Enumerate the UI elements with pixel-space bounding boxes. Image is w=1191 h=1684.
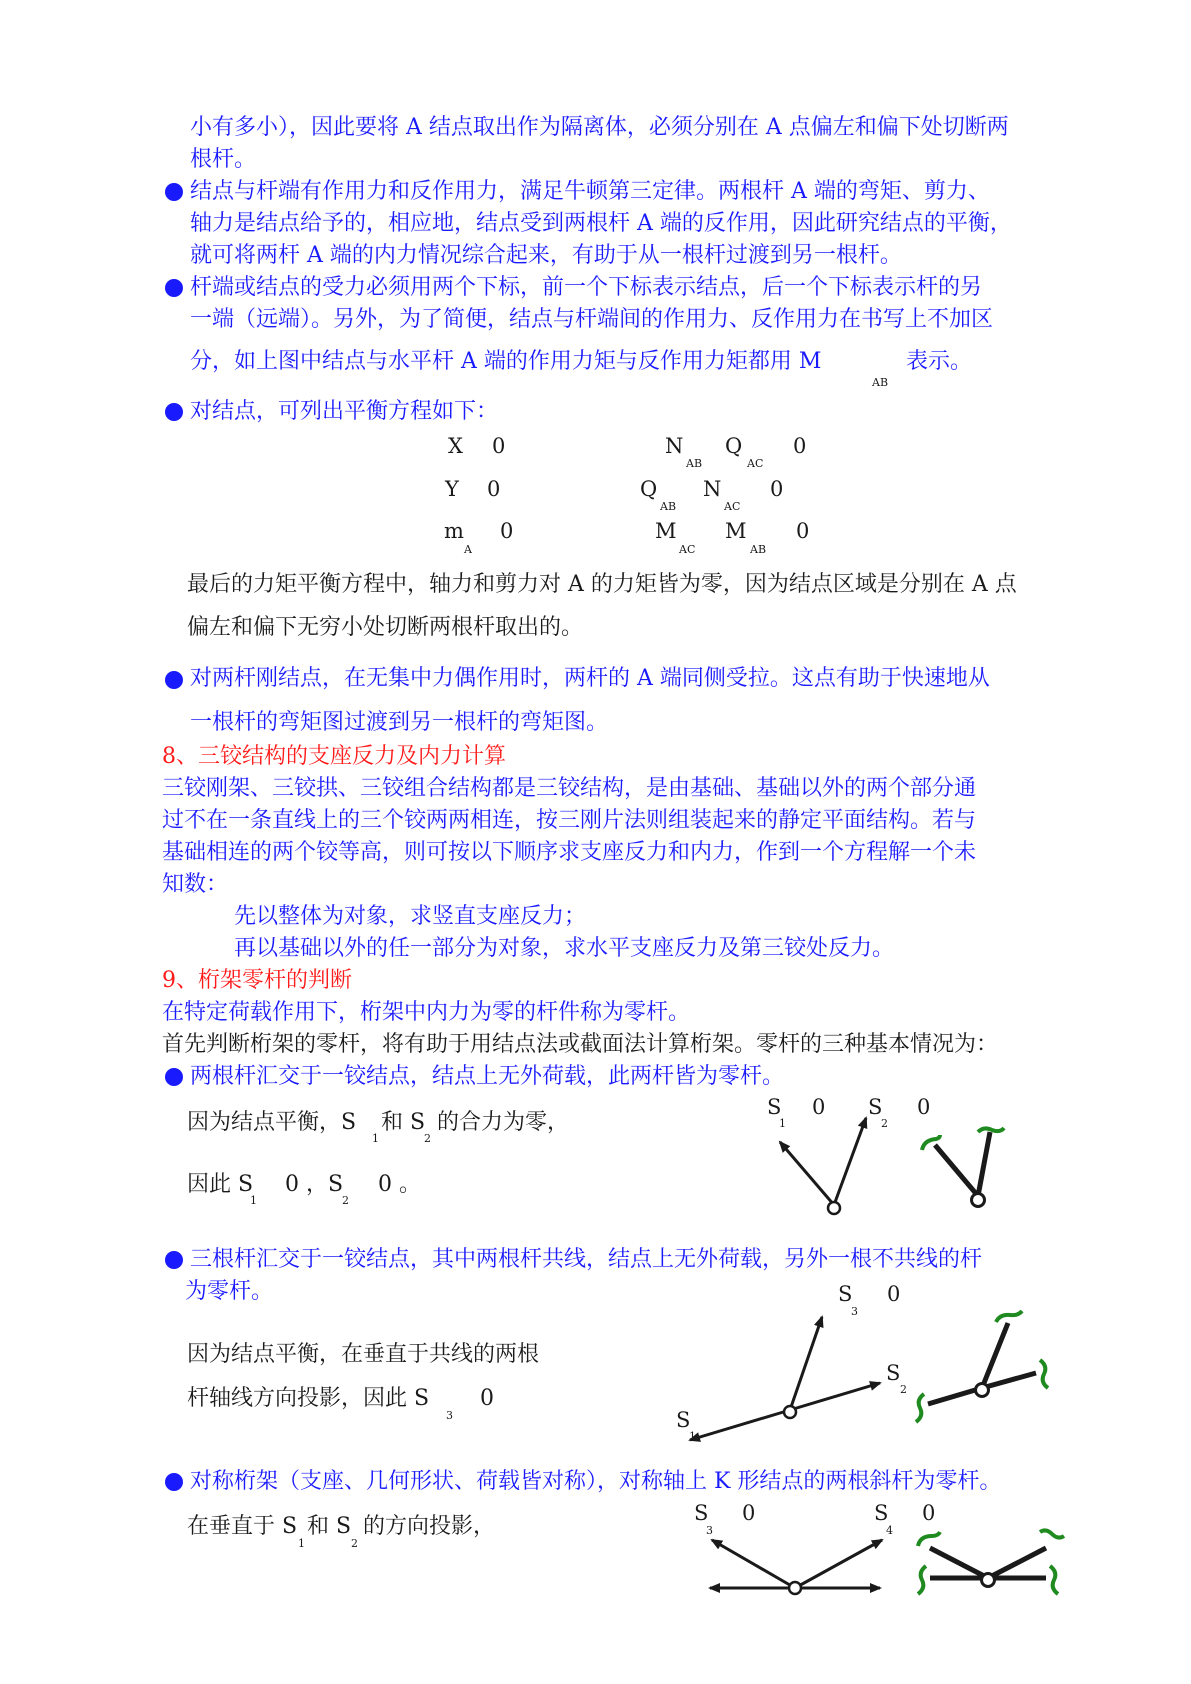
text-line: 根杆。 xyxy=(190,147,257,172)
subscript: AC xyxy=(747,457,764,470)
eq-symbol: N xyxy=(703,477,722,501)
eq-symbol: Y xyxy=(445,477,459,501)
eq-symbol: N xyxy=(665,434,684,458)
force-label: S xyxy=(838,1282,853,1306)
subscript: AB xyxy=(872,376,889,389)
text-line: 对结点，可列出平衡方程如下： xyxy=(190,399,499,424)
text-line: 的方向投影， xyxy=(363,1514,496,1539)
eq-symbol: Q xyxy=(725,434,743,458)
text-line: 分，如上图中结点与水平杆 A 端的作用力矩与反作用力矩都用 M xyxy=(190,349,822,374)
text-line: 和 S xyxy=(381,1110,426,1135)
text-line: 杆轴线方向投影，因此 S xyxy=(187,1386,430,1411)
force-value: 0 xyxy=(887,1282,901,1306)
subscript: 2 xyxy=(900,1383,907,1396)
subscript: 1 xyxy=(779,1117,786,1130)
eq-value: 0 xyxy=(796,519,810,543)
subscript: 3 xyxy=(706,1524,713,1537)
subscript: 2 xyxy=(351,1537,358,1550)
force-label: S xyxy=(868,1095,883,1119)
eq-value: 0 xyxy=(500,519,514,543)
text-line: 轴力是结点给予的，相应地，结点受到两根杆 A 端的反作用，因此研究结点的平衡， xyxy=(190,211,1012,236)
text-line: 因为结点平衡，在垂直于共线的两根 xyxy=(187,1342,540,1367)
text-line: 为零杆。 xyxy=(185,1279,274,1304)
text-line: 小有多小），因此要将 A 结点取出作为隔离体，必须分别在 A 点偏左和偏下处切断两 xyxy=(190,115,1009,140)
eq-symbol: X xyxy=(448,434,463,458)
subscript: 1 xyxy=(689,1430,696,1443)
text-line: 因此 S xyxy=(187,1172,254,1197)
text-line: 在特定荷载作用下，桁架中内力为零的杆件称为零杆。 xyxy=(162,1000,691,1025)
eq-value: 0 xyxy=(793,434,807,458)
text-line: 偏左和偏下无穷小处切断两根杆取出的。 xyxy=(187,615,584,640)
text-line: 的合力为零， xyxy=(437,1110,570,1135)
text-line: 对两杆刚结点，在无集中力偶作用时，两杆的 A 端同侧受拉。这点有助于快速地从 xyxy=(190,666,990,691)
text-line: 在垂直于 S xyxy=(187,1514,298,1539)
force-label: S xyxy=(694,1501,709,1525)
subscript: AB xyxy=(750,543,767,556)
text-line: 0 。 xyxy=(378,1172,421,1197)
subscript: AB xyxy=(660,500,677,513)
subscript: 2 xyxy=(342,1194,349,1207)
eq-value: 0 xyxy=(487,477,501,501)
force-label: S xyxy=(874,1501,889,1525)
text-line: 0 ，S xyxy=(285,1172,344,1197)
text-line: 知数： xyxy=(162,872,229,897)
subscript: 4 xyxy=(886,1524,893,1537)
text-line: 先以整体为对象，求竖直支座反力； xyxy=(234,904,587,929)
eq-symbol: Q xyxy=(640,477,658,501)
subscript: A xyxy=(464,543,472,556)
subscript: 2 xyxy=(424,1132,431,1145)
text-line: 三根杆汇交于一铰结点，其中两根杆共线，结点上无外荷载，另外一根不共线的杆 xyxy=(190,1247,983,1272)
text-line: 一根杆的弯矩图过渡到另一根杆的弯矩图。 xyxy=(190,710,609,735)
subscript: AC xyxy=(679,543,696,556)
text-line: 杆端或结点的受力必须用两个下标，前一个下标表示结点，后一个下标表示杆的另 xyxy=(190,275,983,300)
subscript: 2 xyxy=(881,1117,888,1130)
text-line: 首先判断桁架的零杆，将有助于用结点法或截面法计算桁架。零杆的三种基本情况为： xyxy=(162,1032,999,1057)
eq-symbol: M xyxy=(725,519,747,543)
subscript: 1 xyxy=(372,1132,379,1145)
eq-symbol: M xyxy=(655,519,677,543)
text-line: 表示。 xyxy=(906,349,973,374)
text-line: 就可将两杆 A 端的内力情况综合起来，有助于从一根杆过渡到另一根杆。 xyxy=(190,243,902,268)
subscript: 3 xyxy=(851,1305,858,1318)
text-line: 两根杆汇交于一铰结点，结点上无外荷载，此两杆皆为零杆。 xyxy=(190,1064,785,1089)
text-line: 因为结点平衡，S xyxy=(187,1110,357,1135)
force-value: 0 xyxy=(742,1501,756,1525)
subscript: AB xyxy=(686,457,703,470)
text-line: 最后的力矩平衡方程中，轴力和剪力对 A 的力矩皆为零，因为结点区域是分别在 A 点 xyxy=(187,572,1017,597)
section-heading: 8、三铰结构的支座反力及内力计算 xyxy=(162,744,506,769)
text-line: 三铰刚架、三铰拱、三铰组合结构都是三铰结构，是由基础、基础以外的两个部分通 xyxy=(162,776,977,801)
text-line: 0 xyxy=(480,1386,494,1411)
text-line: 过不在一条直线上的三个铰两两相连，按三刚片法则组装起来的静定平面结构。若与 xyxy=(162,808,977,833)
force-label: S xyxy=(676,1408,691,1432)
eq-value: 0 xyxy=(492,434,506,458)
text-line: 一端（远端）。另外，为了简便，结点与杆端间的作用力、反作用力在书写上不加区 xyxy=(190,307,994,332)
eq-value: 0 xyxy=(770,477,784,501)
subscript: AC xyxy=(724,500,741,513)
text-line: 结点与杆端有作用力和反作用力，满足牛顿第三定律。两根杆 A 端的弯矩、剪力、 xyxy=(190,179,990,204)
subscript: 1 xyxy=(298,1537,305,1550)
eq-symbol: m xyxy=(444,519,464,543)
force-value: 0 xyxy=(917,1095,931,1119)
text-line: 基础相连的两个铰等高，则可按以下顺序求支座反力和内力，作到一个方程解一个未 xyxy=(162,840,977,865)
text-line: 对称桁架（支座、几何形状、荷载皆对称），对称轴上 K 形结点的两根斜杆为零杆。 xyxy=(190,1469,1002,1494)
force-value: 0 xyxy=(922,1501,936,1525)
force-label: S xyxy=(767,1095,782,1119)
section-heading: 9、桁架零杆的判断 xyxy=(162,968,352,993)
subscript: 3 xyxy=(446,1409,453,1422)
text-line: 和 S xyxy=(307,1514,352,1539)
force-value: 0 xyxy=(812,1095,826,1119)
text-line: 再以基础以外的任一部分为对象，求水平支座反力及第三铰处反力。 xyxy=(234,936,895,961)
force-label: S xyxy=(886,1361,901,1385)
subscript: 1 xyxy=(250,1194,257,1207)
